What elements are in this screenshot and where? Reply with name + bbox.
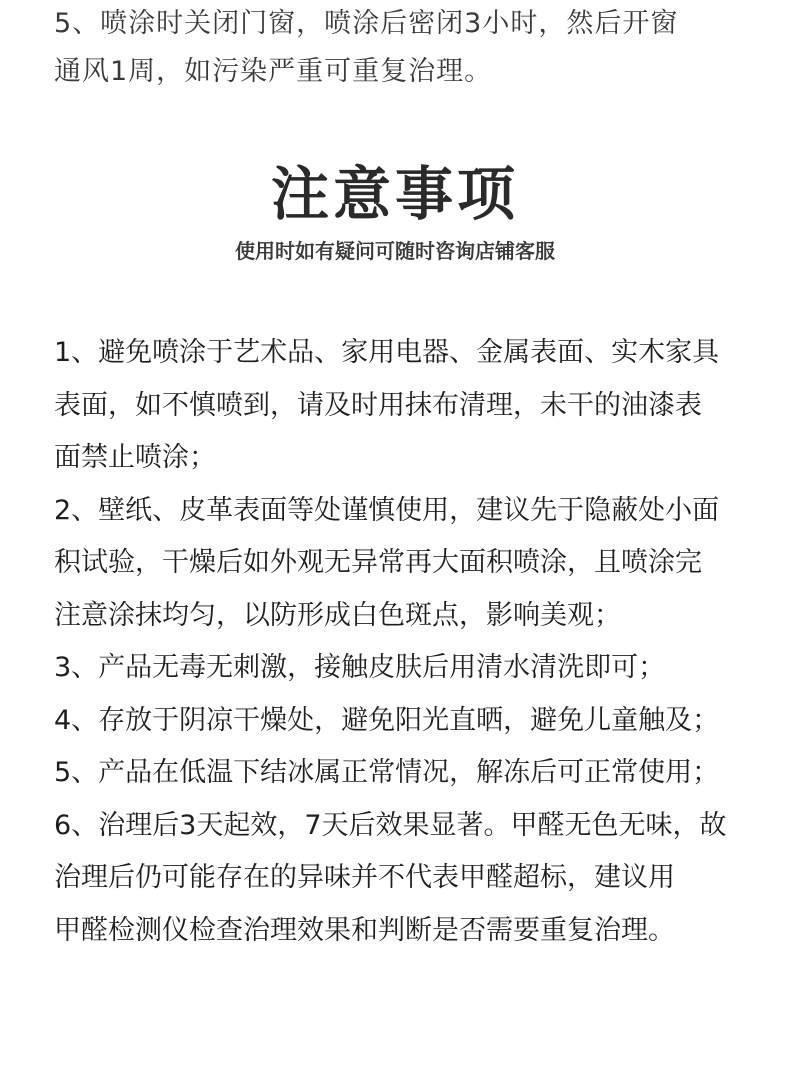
section-title: 注意事项	[270, 160, 519, 228]
precaution-line: 6、治理后3天起效，7天后效果显著。甲醛无色无味，故	[54, 809, 727, 841]
previous-step-line: 5、喷涂时关闭门窗，喷涂后密闭3小时，然后开窗	[54, 8, 679, 39]
section-subtitle: 使用时如有疑问可随时咨询店铺客服	[235, 239, 555, 263]
previous-step-text	[54, 0, 754, 96]
precaution-line: 注意涂抹均匀，以防形成白色斑点，影响美观；	[54, 599, 621, 631]
precaution-line: 积试验，干燥后如外观无异常再大面积喷涂，且喷涂完	[54, 547, 702, 578]
precaution-line: 治理后仍可能存在的异味并不代表甲醛超标，建议用	[54, 862, 675, 893]
precautions-list	[54, 327, 764, 957]
precaution-line: 1、避免喷涂于艺术品、家用电器、金属表面、实木家具	[54, 337, 720, 368]
precaution-line: 面禁止喷涂；	[54, 442, 216, 473]
precaution-line: 3、产品无毒无刺激，接触皮肤后用清水清洗即可；	[54, 652, 666, 683]
precaution-line: 5、产品在低温下结冰属正常情况，解冻后可正常使用；	[54, 757, 720, 788]
precaution-line: 4、存放于阴凉干燥处，避免阳光直晒，避免儿童触及；	[54, 704, 720, 736]
precaution-line: 表面，如不慎喷到，请及时用抹布清理，未干的油漆表	[54, 389, 702, 421]
previous-step-line: 通风1周，如污染严重可重复治理。	[54, 56, 493, 87]
precaution-line: 甲醛检测仪检查治理效果和判断是否需要重复治理。	[54, 914, 675, 946]
precaution-line: 2、壁纸、皮革表面等处谨慎使用，建议先于隐蔽处小面	[54, 494, 720, 526]
